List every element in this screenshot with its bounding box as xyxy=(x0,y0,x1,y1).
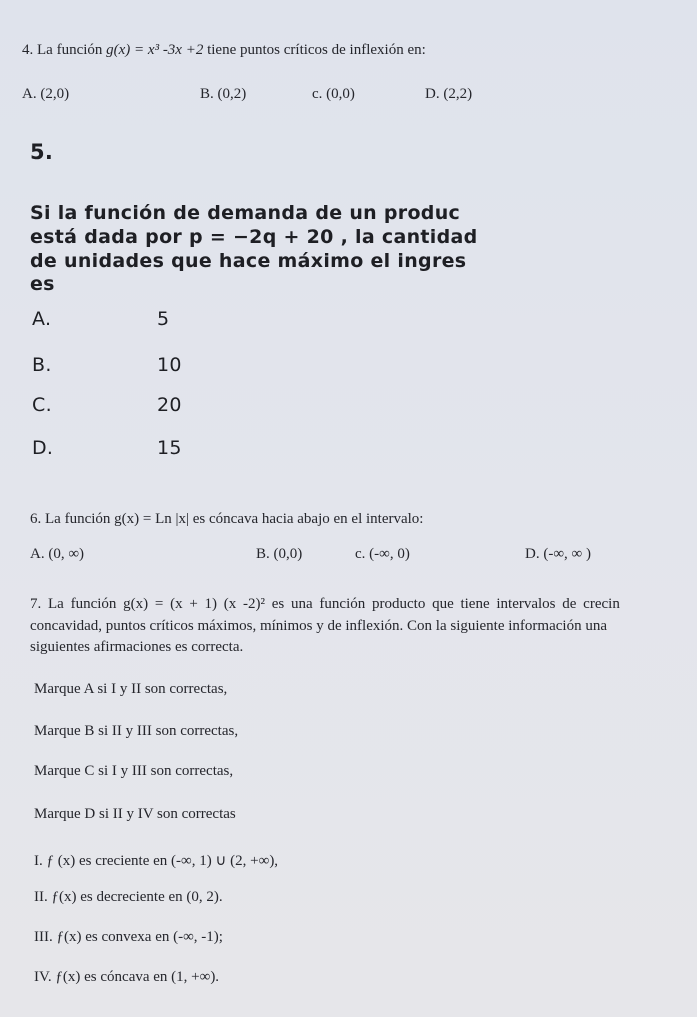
formula: g(x) = x³ -3x +2 xyxy=(106,42,204,58)
question-line: es xyxy=(30,273,55,295)
choice-d[interactable]: Marque D si II y IV son correctas xyxy=(34,806,236,822)
question-line: Si la función de demanda de un produc xyxy=(30,202,461,224)
option-b[interactable]: B. (0,0) xyxy=(256,546,303,562)
choice-b[interactable]: Marque B si II y III son correctas, xyxy=(34,723,239,739)
question-line: concavidad, puntos críticos máximos, mínimos y de inflexión. Con la siguiente información una xyxy=(30,618,607,634)
question-4-text xyxy=(22,42,426,59)
question-line: 7. La función g(x) = (x + 1) (x -2)² es una función producto que tiene intervalos de crecin xyxy=(30,596,620,612)
option-d[interactable]: D. (2,2) xyxy=(425,86,473,102)
question-number: 5. xyxy=(30,140,54,164)
option-c[interactable]: c. (0,0) xyxy=(312,86,355,102)
option-d-value[interactable]: 15 xyxy=(157,437,182,459)
statement-ii: II. ƒ(x) es decreciente en (0, 2). xyxy=(34,889,223,905)
option-b[interactable]: B. (0,2) xyxy=(200,86,247,102)
option-b-value[interactable]: 10 xyxy=(157,354,182,376)
question-text: La función xyxy=(37,42,103,58)
question-line: está dada por p = −2q + 20 , la cantidad xyxy=(30,226,478,248)
question-number: 4. xyxy=(22,42,34,58)
question-text: tiene puntos críticos de inflexión en: xyxy=(207,42,426,58)
option-a-letter[interactable]: A. xyxy=(32,308,52,330)
option-c-letter[interactable]: C. xyxy=(32,394,52,416)
option-a[interactable]: A. (2,0) xyxy=(22,86,70,102)
choice-a[interactable]: Marque A si I y II son correctas, xyxy=(34,681,228,697)
option-d[interactable]: D. (-∞, ∞ ) xyxy=(525,546,591,562)
option-a[interactable]: A. (0, ∞) xyxy=(30,546,85,562)
option-a-value[interactable]: 5 xyxy=(157,308,170,330)
option-c-value[interactable]: 20 xyxy=(157,394,182,416)
option-c[interactable]: c. (-∞, 0) xyxy=(355,546,410,562)
option-b-letter[interactable]: B. xyxy=(32,354,52,376)
question-line: de unidades que hace máximo el ingres xyxy=(30,250,467,272)
question-text: 6. La función g(x) = Ln |x| es cóncava hacia abajo en el intervalo: xyxy=(30,511,424,527)
option-d-letter[interactable]: D. xyxy=(32,437,54,459)
statement-iii: III. ƒ(x) es convexa en (-∞, -1); xyxy=(34,929,223,945)
choice-c[interactable]: Marque C si I y III son correctas, xyxy=(34,763,234,779)
statement-i: I. ƒ (x) es creciente en (-∞, 1) ∪ (2, +∞), xyxy=(34,853,279,869)
question-line: siguientes afirmaciones es correcta. xyxy=(30,639,244,655)
statement-iv: IV. ƒ(x) es cóncava en (1, +∞). xyxy=(34,969,220,985)
